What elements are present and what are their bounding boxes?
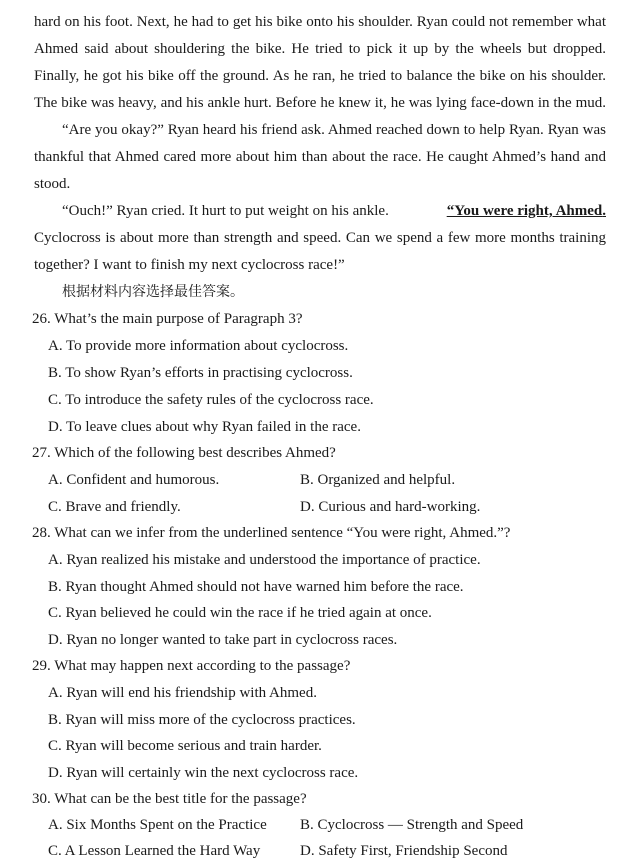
question-29-option-d: D. Ryan will certainly win the next cyclocross race. [48, 765, 359, 781]
question-27-stem: 27. Which of the following best describes Ahmed? [32, 445, 336, 461]
question-30-option-d: D. Safety First, Friendship Second [300, 843, 508, 859]
underlined-sentence: “You were right, Ahmed [446, 203, 603, 219]
question-30-option-c: C. A Lesson Learned the Hard Way [48, 843, 261, 859]
question-26-option-c: C. To introduce the safety rules of the cyclocross race. [48, 392, 374, 408]
question-29-option-a: A. Ryan will end his friendship with Ahmed. [48, 685, 317, 701]
passage-line: Cyclocross is about more than strength and speed. Can we spend a few more months training [34, 230, 606, 246]
question-30-option-b: B. Cyclocross — Strength and Speed [300, 817, 524, 833]
passage-line: The bike was heavy, and his ankle hurt. Before he knew it, he was lying face-down in the mud. [34, 95, 606, 111]
question-27-option-a: A. Confident and humorous. [48, 472, 220, 488]
question-28-option-b: B. Ryan thought Ahmed should not have warned him before the race. [48, 579, 464, 595]
passage-line: “Are you okay?” Ryan heard his friend ask. Ahmed reached down to help Ryan. Ryan was [62, 122, 606, 138]
passage-line: together? I want to finish my next cyclocross race!” [34, 257, 345, 273]
passage-line: Ahmed said about shouldering the bike. He tried to pick it up by the wheels but dropped. [34, 41, 606, 57]
passage-line: thankful that Ahmed cared more about him than about the race. He caught Ahmed’s hand and [34, 149, 606, 165]
question-27-option-b: B. Organized and helpful. [300, 472, 456, 488]
question-26-option-b: B. To show Ryan’s efforts in practising cyclocross. [48, 365, 353, 381]
question-27-option-d: D. Curious and hard-working. [300, 499, 481, 515]
question-29-stem: 29. What may happen next according to the passage? [32, 658, 351, 674]
question-29-option-c: C. Ryan will become serious and train harder. [48, 738, 322, 754]
question-28-option-c: C. Ryan believed he could win the race if he tried again at once. [48, 605, 432, 621]
question-29-option-b: B. Ryan will miss more of the cyclocross practices. [48, 712, 356, 728]
question-28-option-d: D. Ryan no longer wanted to take part in cyclocross races. [48, 632, 398, 648]
question-26-option-a: A. To provide more information about cyclocross. [48, 338, 349, 354]
question-28-stem: 28. What can we infer from the underlined sentence “You were right, Ahmed.”? [32, 525, 511, 541]
passage-text: “Ouch!” Ryan cried. It hurt to put weight on his ankle. [62, 203, 389, 219]
question-26-stem: 26. What’s the main purpose of Paragraph 3? [32, 311, 303, 327]
underlined-sentence-end: . [602, 203, 606, 219]
question-28-option-a: A. Ryan realized his mistake and understood the importance of practice. [48, 552, 481, 568]
question-30-stem: 30. What can be the best title for the passage? [32, 791, 307, 807]
question-27-option-c: C. Brave and friendly. [48, 499, 181, 515]
passage-line: stood. [34, 176, 71, 192]
passage-line: Finally, he got his bike off the ground. As he ran, he tried to balance the bike on his shoulder. [34, 68, 606, 84]
passage-line: hard on his foot. Next, he had to get his bike onto his shoulder. Ryan could not remember what [34, 14, 606, 30]
passage-line [62, 201, 606, 221]
question-26-option-d: D. To leave clues about why Ryan failed in the race. [48, 419, 361, 435]
instruction-text: 根据材料内容选择最佳答案。 [62, 284, 244, 300]
question-30-option-a: A. Six Months Spent on the Practice [48, 817, 267, 833]
